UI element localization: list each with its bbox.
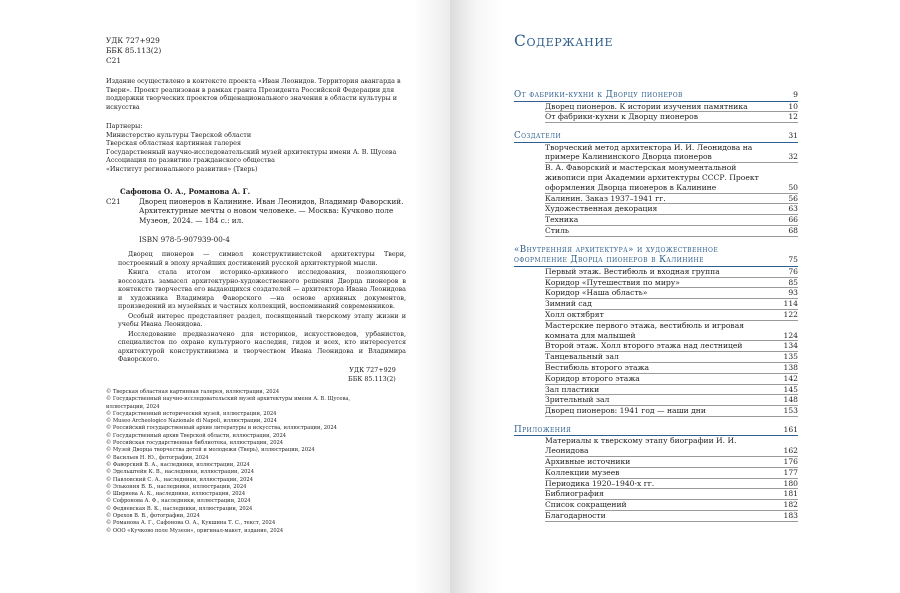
toc-entry-title: Зрительный зал — [545, 395, 610, 405]
copyright-line: © Тверская областная картинная галерея, иллюстрации, 2024 — [106, 389, 280, 395]
toc-section-heading[interactable] — [514, 425, 798, 437]
toc-entry[interactable] — [545, 468, 798, 479]
toc-entry[interactable] — [545, 267, 798, 278]
toc-entry-title: Архивные источники — [545, 457, 631, 467]
toc-entry-page: 76 — [788, 266, 798, 276]
partner-item: Тверская областная картинная галерея — [106, 139, 241, 148]
toc-section-title: От фабрики-кухни к Дворцу пионеров — [514, 90, 683, 100]
copyright-line: © Музей Дворца творчества детей и молодежи (Тверь), иллюстрации, 2024 — [106, 447, 315, 454]
copyright-line: © ООО «Кучково поле Музеон», оригинал-макет, издание, 2024 — [106, 527, 284, 534]
abstract-paragraph: Особый интерес представляет раздел, посвященный тверскому этапу жизни и учебы Ивана Леонидова. — [118, 311, 406, 328]
section-gap — [514, 237, 798, 245]
toc-entry-title: Благодарности — [545, 511, 606, 520]
abstract-paragraph: Дворец пионеров — символ конструктивистской архитектуры Твери, построенный в эпоху ярчайших достижений русской архитектурной мысли. — [118, 250, 406, 267]
toc-entry-page: 135 — [783, 352, 798, 362]
toc-entry-title: Второй этаж. Холл второго этажа над лестницей — [545, 341, 743, 351]
toc-entry[interactable] — [545, 457, 798, 468]
toc-entry[interactable] — [545, 511, 798, 522]
partner-item: Министерство культуры Тверской области — [106, 130, 252, 139]
toc-entry[interactable] — [545, 374, 798, 385]
toc-entry-title: Стиль — [545, 225, 570, 235]
copyright-line: © Орехов В. В., фотографии, 2024 — [106, 513, 200, 520]
toc-entry-title: Холл октябрят — [545, 309, 604, 319]
bbk-line: ББК 85.113(2) — [106, 46, 162, 55]
udk-block — [106, 36, 436, 66]
bibliographic-record — [106, 187, 426, 225]
toc-entry-page: 10 — [788, 101, 798, 111]
toc-entry-title: Зал пластики — [545, 384, 600, 394]
toc-section-title: «Внутренняя архитектура» и художественное оформление Дворца пионеров в Калинине — [514, 244, 719, 266]
toc-entry-page: 50 — [788, 182, 798, 192]
toc-entry-page: 56 — [788, 193, 798, 203]
copyright-line: © Эдельштейн К. В., наследники, иллюстрации, 2024 — [106, 469, 255, 476]
abstract-paragraph: Книга стала итогом историко-архивного исследования, позволяющего воссоздать замысел архитектурно-художественного решения Дворца пионеров в контексте творчества его выдающихся создателей — архитектора Ивана Леонидова и художника Владимира Фаворского —на основе архивных документов, произведений из музейных и частных коллекций, воспоминаний современников. — [118, 268, 406, 310]
partner-item: Государственный научно-исследовательский музей архитектуры имени А. В. Щусева — [106, 147, 397, 156]
toc-entry-title: Список сокращений — [545, 500, 627, 510]
toc-entry-page: 181 — [783, 489, 798, 499]
toc-entry-page: 182 — [783, 500, 798, 510]
book-description: Дворец пионеров в Калинине. Иван Леонидов, Владимир Фаворский. Архитектурные мечты о новом человеке. — Москва: Кучково поле Музеон, 2024. — 184 с.: ил. — [139, 196, 404, 225]
partner-item: «Институт регионального развития» (Тверь) — [106, 164, 258, 173]
toc-entry[interactable] — [545, 288, 798, 299]
toc-entry-title: От фабрики-кухни к Дворцу пионеров — [545, 112, 698, 122]
copyright-line: © Васильев Н. Ю., фотографии, 2024 — [106, 454, 209, 461]
copyright-line: © Российская государственная библиотека, иллюстрации, 2024 — [106, 440, 284, 447]
copyright-line: © Павловский С. А., наследники, иллюстрации, 2024 — [106, 476, 253, 483]
toc-section-title: Приложения — [514, 424, 572, 435]
toc-entry[interactable] — [545, 406, 798, 417]
toc-entry[interactable] — [545, 143, 798, 164]
toc-entry-page: 122 — [783, 309, 798, 319]
toc-entry[interactable] — [545, 385, 798, 396]
toc-entry-page: 180 — [783, 478, 798, 488]
toc-entry-title: Художественная декорация — [545, 204, 658, 214]
copyright-line: © Государственный исторический музей, иллюстрации, 2024 — [106, 410, 277, 417]
bbk-line: ББК 85.113(2) — [348, 374, 396, 383]
toc-title: Содержание — [514, 32, 614, 50]
isbn: ISBN 978-5-907939-00-4 — [139, 235, 230, 244]
toc-entry-page: 12 — [788, 112, 798, 122]
toc-entry-page: 183 — [783, 511, 798, 520]
toc-entry-page: 124 — [783, 330, 798, 340]
toc-entry-title: Коридор второго этажа — [545, 373, 640, 383]
copyright-line: иллюстрации, 2024 — [106, 403, 160, 410]
toc-entry-page: 66 — [788, 215, 798, 225]
copyright-line: © Государственный архив Тверской области, иллюстрации, 2024 — [106, 432, 287, 439]
toc-section-page: 31 — [788, 131, 798, 141]
toc-entry-title: Материалы к тверскому этапу биографии И. И. Леонидова — [545, 436, 737, 456]
toc-entry-page: 162 — [783, 446, 798, 456]
toc-entry-title: Зимний сад — [545, 299, 592, 309]
partners-list — [106, 122, 426, 174]
toc-entry-page: 138 — [783, 362, 798, 372]
toc-section-page: 161 — [783, 424, 798, 434]
toc-entry[interactable] — [545, 479, 798, 490]
toc-entry[interactable] — [545, 321, 798, 342]
abstract-paragraph: Исследование предназначено для историков, искусствоведов, урбанистов, специалистов по охране культурного наследия, гидов и всех, кто интересуется архитектурой конструктивизма и творчеством Ивана Леонидова и Владимира Фаворского. — [118, 329, 406, 363]
udk-line: УДК 727+929 — [349, 366, 396, 374]
udk-line: УДК 727+929 — [106, 36, 160, 45]
toc-entry-page: 176 — [783, 457, 798, 467]
copyright-line: © Государственный научно-исследовательский музей архитектуры имени А. В. Щусева, — [106, 396, 351, 403]
toc-entry-title: Мастерские первого этажа, вестибюль и игровая комната для малышей — [545, 320, 745, 340]
section-gap — [514, 417, 798, 425]
section-gap — [514, 123, 798, 131]
toc-section-heading[interactable] — [514, 90, 798, 102]
toc-entry-page: 148 — [783, 395, 798, 405]
abstract — [118, 250, 406, 365]
toc-entry-title: Библиография — [545, 489, 604, 499]
toc-section-page: 9 — [793, 90, 798, 99]
toc-entry-title: Танцевальный зал — [545, 352, 619, 362]
copyright-line: © Ширяева А. К., наследники, иллюстрации, 2024 — [106, 491, 246, 498]
toc-entry[interactable] — [545, 310, 798, 321]
toc-entry-title: Первый этаж. Вестибюль и входная группа — [545, 266, 720, 276]
toc-entry-title: Дворец пионеров: 1941 год — наши дни — [545, 406, 706, 416]
toc-entry-page: 32 — [788, 152, 798, 162]
toc-entry-page: 142 — [783, 373, 798, 383]
toc-entry[interactable] — [545, 352, 798, 363]
catalog-code: С21 — [106, 196, 121, 206]
authors: Сафонова О. А., Романова А. Г. — [120, 187, 251, 196]
toc-entry-page: 134 — [783, 341, 798, 351]
publication-notice: Издание осуществлено в контексте проекта «Иван Леонидов. Территория авангарда в Твери». Проект реализован в рамках гранта Президента Российской Федерации для поддержки творческих проектов общенационального значения в области культуры и искусства — [106, 77, 401, 111]
toc-entry-title: Творческий метод архитектора И. И. Леонидова на примере Калининского Дворца пионеров — [545, 142, 753, 162]
toc-entry[interactable] — [545, 204, 798, 215]
toc-entry[interactable] — [545, 299, 798, 310]
toc-entry[interactable] — [545, 436, 798, 457]
toc-entry-title: Коллекции музеев — [545, 467, 620, 477]
partner-item: Ассоциация по развитию гражданского общества — [106, 156, 275, 165]
toc-section-title: Создатели — [514, 131, 562, 142]
toc-entry-page: 85 — [788, 277, 798, 287]
toc-entry[interactable] — [545, 226, 798, 237]
toc-entry[interactable] — [545, 102, 798, 113]
toc-entry[interactable] — [545, 194, 798, 205]
toc-section-heading[interactable] — [514, 131, 798, 143]
copyright-line: © Фаворский В. А., наследники, иллюстрации, 2024 — [106, 461, 250, 468]
toc-entry-title: В. А. Фаворский и мастерская монументальной живописи при Академии архитектуры СССР. Проект оформления Дворца пионеров в Калинине — [545, 163, 759, 192]
copyright-list — [106, 389, 426, 535]
toc-entry[interactable] — [545, 215, 798, 226]
toc-entry[interactable] — [545, 112, 798, 123]
toc-entry-page: 68 — [788, 225, 798, 235]
copyright-line: © Федяевская В. К., наследники, иллюстрации, 2024 — [106, 505, 253, 512]
toc-entry-page: 63 — [788, 204, 798, 214]
partners-heading: Партнеры: — [106, 122, 143, 130]
toc-entry-title: Калинин. Заказ 1937–1941 гг. — [545, 193, 666, 203]
toc-entry[interactable] — [545, 163, 798, 193]
copyright-line: © Museo Archeologico Nazionale di Napoli, иллюстрации, 2024 — [106, 418, 277, 425]
copyright-line: © Элькония В. Б., наследники, иллюстрации, 2024 — [106, 483, 247, 490]
toc-entry[interactable] — [545, 363, 798, 374]
toc-entry-page: 153 — [783, 406, 798, 416]
toc-entry[interactable] — [545, 395, 798, 406]
toc-entry[interactable] — [545, 500, 798, 511]
toc-entry[interactable] — [545, 489, 798, 500]
toc-section-page: 75 — [788, 255, 798, 265]
table-of-contents — [514, 90, 798, 522]
toc-entry-title: Периодика 1920–1940-х гг. — [545, 478, 655, 488]
toc-section-heading[interactable] — [514, 245, 798, 267]
toc-entry-title: Вестибюль второго этажа — [545, 362, 650, 372]
udk-bottom — [348, 366, 396, 383]
toc-entry-page: 93 — [788, 288, 798, 298]
toc-entry-title: Техника — [545, 215, 579, 225]
copyright-line: © Российский государственный архив литературы и искусства, иллюстрации, 2024 — [106, 425, 337, 432]
toc-entry-page: 177 — [783, 467, 798, 477]
toc-entry-page: 114 — [783, 299, 798, 309]
toc-entry-title: Дворец пионеров. К истории изучения памятника — [545, 101, 748, 111]
toc-entry[interactable] — [545, 278, 798, 289]
toc-entry-title: Коридор «Наша область» — [545, 288, 648, 298]
copyright-line: © Софронова А. Ф., наследники, иллюстрации, 2024 — [106, 498, 251, 505]
toc-entry-title: Коридор «Путешествия по миру» — [545, 277, 680, 287]
toc-entry[interactable] — [545, 341, 798, 352]
catalog-code-line: С21 — [106, 56, 122, 65]
copyright-line: © Романова А. Г., Сафонова О. А., Кукшина Т. С., текст, 2024 — [106, 520, 276, 527]
toc-entry-page: 145 — [783, 384, 798, 394]
